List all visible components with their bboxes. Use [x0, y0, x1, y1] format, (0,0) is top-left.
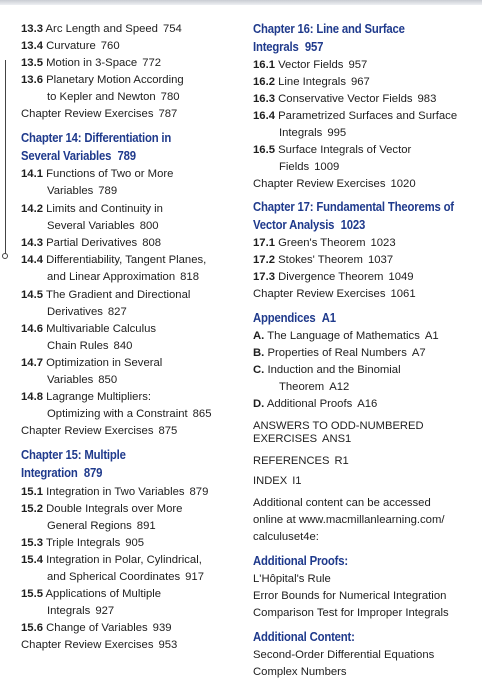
section-title: Planetary Motion According — [46, 74, 184, 86]
chapter-14-heading-line2[interactable] — [21, 149, 136, 164]
page-number: 957 — [348, 59, 368, 71]
page-number: A1 — [321, 311, 336, 325]
page-number: 789 — [117, 149, 136, 163]
toc-entry-13-3[interactable] — [21, 22, 182, 36]
toc-entry-15-4-cont[interactable] — [47, 570, 204, 584]
section-title-cont: General Regions — [47, 520, 132, 532]
toc-entry-17-3[interactable] — [253, 270, 414, 284]
appendix-title: Additional Proofs — [266, 398, 353, 410]
page-number: 808 — [142, 237, 162, 249]
answers-line1[interactable]: ANSWERS TO ODD-NUMBERED — [253, 420, 424, 432]
additional-note-line3[interactable]: calculuset4e: — [253, 531, 319, 543]
section-number: 17.3 — [253, 271, 275, 283]
section-number: 14.5 — [21, 289, 43, 301]
page-number: 1023 — [340, 218, 366, 232]
appendix-d[interactable] — [253, 397, 377, 411]
proof-item[interactable]: Comparison Test for Improper Integrals — [253, 607, 449, 619]
section-title: Lagrange Multipliers: — [46, 391, 152, 403]
toc-entry-15-1[interactable] — [21, 485, 208, 499]
review-title: Chapter Review Exercises — [21, 425, 154, 437]
appendix-letter: B. — [253, 347, 265, 359]
section-title: Surface Integrals of Vector — [278, 144, 412, 156]
toc-chapter-15-review[interactable] — [21, 638, 177, 652]
toc-entry-13-6[interactable] — [21, 73, 184, 87]
page-number: A16 — [357, 398, 378, 410]
chapter-15-heading-line2[interactable] — [21, 466, 102, 481]
section-number: 16.1 — [253, 59, 275, 71]
section-number: 16.2 — [253, 76, 275, 88]
section-number: 14.8 — [21, 391, 43, 403]
chapter-14-heading-line1[interactable]: Chapter 14: Differentiation in — [21, 131, 172, 145]
appendix-letter: A. — [253, 330, 265, 342]
chapter-17-heading-line2[interactable] — [253, 218, 365, 233]
page-number: 840 — [113, 340, 133, 352]
toc-entry-14-2-cont[interactable] — [47, 219, 159, 233]
page-number: 875 — [158, 425, 178, 437]
section-number: 15.1 — [21, 486, 43, 498]
page-number: 827 — [107, 306, 127, 318]
appendix-c-cont[interactable] — [279, 380, 349, 394]
chapter-title-cont: Several Variables — [21, 149, 112, 163]
page-top-edge — [0, 0, 482, 5]
page-number: 1023 — [370, 237, 396, 249]
section-number: 13.5 — [21, 57, 43, 69]
toc-entry-15-2-cont[interactable] — [47, 519, 156, 533]
chapter-title-cont: Integration — [21, 466, 78, 480]
section-number: 15.4 — [21, 554, 43, 566]
page-number: 953 — [158, 639, 178, 651]
page-number: 787 — [158, 108, 178, 120]
toc-entry-15-5[interactable] — [21, 587, 161, 601]
toc-entry-17-1[interactable] — [253, 236, 396, 250]
section-title: Divergence Theorem — [278, 271, 384, 283]
chapter-16-heading-line1[interactable]: Chapter 16: Line and Surface — [253, 22, 405, 36]
page-number: 983 — [417, 93, 437, 105]
page-number: 789 — [98, 185, 118, 197]
margin-bracket-circle-icon — [2, 253, 8, 259]
toc-entry-16-4-cont[interactable] — [279, 126, 346, 140]
page-number: 754 — [162, 23, 182, 35]
page-number: I1 — [292, 475, 302, 487]
page-number: 850 — [98, 374, 118, 386]
content-item[interactable]: Second-Order Differential Equations — [253, 649, 435, 661]
section-number: 14.6 — [21, 323, 43, 335]
proof-item[interactable]: Error Bounds for Numerical Integration — [253, 590, 447, 602]
page-number: 995 — [327, 127, 347, 139]
content-item[interactable]: Complex Numbers — [253, 666, 347, 678]
toc-entry-15-4[interactable] — [21, 553, 202, 567]
section-number: 16.4 — [253, 110, 275, 122]
section-title-cont: Optimizing with a Constraint — [47, 408, 188, 420]
toc-entry-14-8-cont[interactable] — [47, 407, 212, 421]
page-number: 1061 — [390, 288, 416, 300]
section-title: Partial Derivatives — [46, 237, 138, 249]
section-title: Vector Fields — [278, 59, 344, 71]
toc-entry-13-4[interactable] — [21, 39, 120, 53]
toc-entry-14-8[interactable] — [21, 390, 151, 404]
margin-bracket-line — [5, 60, 6, 256]
section-number: 16.3 — [253, 93, 275, 105]
review-title: Chapter Review Exercises — [253, 288, 386, 300]
section-title: Motion in 3-Space — [46, 57, 138, 69]
index-entry[interactable] — [253, 475, 302, 488]
section-title: Conservative Vector Fields — [278, 93, 413, 105]
toc-entry-14-5[interactable] — [21, 288, 190, 302]
page-number: 800 — [139, 220, 159, 232]
toc-entry-14-1[interactable] — [21, 167, 173, 181]
toc-entry-13-5[interactable] — [21, 56, 161, 70]
toc-entry-14-1-cont[interactable] — [47, 184, 117, 198]
section-title-cont: Variables — [47, 185, 94, 197]
review-title: Chapter Review Exercises — [253, 178, 386, 190]
page-number: 879 — [189, 486, 209, 498]
page-number: 967 — [350, 76, 370, 88]
page-number: R1 — [334, 455, 349, 467]
section-title: Integration in Two Variables — [46, 486, 185, 498]
page-number: 772 — [142, 57, 162, 69]
toc-entry-16-1[interactable] — [253, 58, 367, 72]
review-title: Chapter Review Exercises — [21, 639, 154, 651]
section-title: Optimization in Several — [46, 357, 163, 369]
toc-entry-16-4[interactable] — [253, 109, 457, 123]
toc-chapter-16-review[interactable] — [253, 177, 416, 191]
appendix-a[interactable] — [253, 329, 439, 343]
appendix-b[interactable] — [253, 346, 426, 360]
chapter-15-heading-line1[interactable]: Chapter 15: Multiple — [21, 448, 126, 462]
toc-entry-15-3[interactable] — [21, 536, 144, 550]
chapter-title-cont: Vector Analysis — [253, 218, 335, 232]
section-title-cont: and Linear Approximation — [47, 271, 176, 283]
answers-line2[interactable] — [253, 433, 351, 446]
page-number: 818 — [180, 271, 199, 283]
page-number: 917 — [185, 571, 204, 583]
section-title: Multivariable Calculus — [46, 323, 157, 335]
toc-entry-16-5-cont[interactable] — [279, 160, 339, 174]
additional-content-heading: Additional Content: — [253, 630, 355, 644]
section-title: Stokes' Theorem — [278, 254, 363, 266]
page-number: 1009 — [314, 161, 340, 173]
page-number: 957 — [304, 40, 324, 54]
toc-entry-14-6[interactable] — [21, 322, 156, 336]
section-title: Curvature — [46, 40, 96, 52]
page-number: ANS1 — [322, 433, 352, 445]
page-number: 1020 — [390, 178, 416, 190]
appendix-title: The Language of Mathematics — [267, 330, 420, 342]
section-title-cont: Fields — [279, 161, 310, 173]
section-number: 15.2 — [21, 503, 43, 515]
section-title-cont: Variables — [47, 374, 94, 386]
section-title: Limits and Continuity in — [46, 203, 163, 215]
toc-entry-16-3[interactable] — [253, 92, 436, 106]
section-title: Parametrized Surfaces and Surface — [278, 110, 458, 122]
toc-entry-14-7[interactable] — [21, 356, 162, 370]
section-number: 13.6 — [21, 74, 43, 86]
section-title: Triple Integrals — [45, 537, 121, 549]
section-title-cont: Several Variables — [47, 220, 135, 232]
answers-title-cont: EXERCISES — [253, 433, 318, 445]
section-number: 14.3 — [21, 237, 43, 249]
section-number: 17.2 — [253, 254, 275, 266]
chapter-17-heading-line1[interactable]: Chapter 17: Fundamental Theorems of — [253, 200, 454, 214]
section-title-cont: Integrals — [279, 127, 323, 139]
section-title-cont: Derivatives — [47, 306, 103, 318]
toc-entry-13-6-cont[interactable] — [47, 90, 180, 104]
page-number: A12 — [329, 381, 350, 393]
chapter-16-heading-line2[interactable] — [253, 40, 323, 55]
page-number: 905 — [125, 537, 145, 549]
section-number: 17.1 — [253, 237, 275, 249]
section-number: 15.5 — [21, 588, 43, 600]
section-title-cont: Chain Rules — [47, 340, 109, 352]
section-number: 13.3 — [21, 23, 43, 35]
appendix-letter: C. — [253, 364, 265, 376]
section-title-cont: and Spherical Coordinates — [47, 571, 181, 583]
toc-entry-14-6-cont[interactable] — [47, 339, 132, 353]
appendix-title: Induction and the Binomial — [267, 364, 401, 376]
section-title-cont: to Kepler and Newton — [47, 91, 156, 103]
appendices-heading[interactable] — [253, 311, 336, 326]
page-number: 780 — [160, 91, 180, 103]
page-number: 1037 — [367, 254, 394, 266]
toc-entry-15-5-cont[interactable] — [47, 604, 114, 618]
page-number: 879 — [83, 466, 103, 480]
page-number: 760 — [100, 40, 120, 52]
page-number: A1 — [424, 330, 439, 342]
section-title-cont: Integrals — [47, 605, 91, 617]
toc-entry-16-5[interactable] — [253, 143, 411, 157]
toc-entry-15-2[interactable] — [21, 502, 182, 516]
section-number: 14.4 — [21, 254, 43, 266]
toc-entry-14-4-cont[interactable] — [47, 270, 199, 284]
review-title: Chapter Review Exercises — [21, 108, 154, 120]
references-entry[interactable] — [253, 455, 349, 468]
additional-proofs-heading: Additional Proofs: — [253, 554, 348, 568]
appendix-c[interactable] — [253, 363, 401, 377]
toc-entry-15-6[interactable] — [21, 621, 172, 635]
section-number: 14.1 — [21, 168, 43, 180]
toc-entry-14-7-cont[interactable] — [47, 373, 117, 387]
section-title: Applications of Multiple — [45, 588, 162, 600]
additional-note-line1: Additional content can be accessed — [253, 497, 431, 509]
section-title: Integration in Polar, Cylindrical, — [46, 554, 202, 566]
page-number: A7 — [411, 347, 426, 359]
section-title: Arc Length and Speed — [45, 23, 158, 35]
section-number: 14.2 — [21, 203, 43, 215]
appendix-title: Properties of Real Numbers — [267, 347, 407, 359]
section-title: Functions of Two or More — [46, 168, 174, 180]
toc-entry-14-5-cont[interactable] — [47, 305, 127, 319]
references-title: REFERENCES — [253, 455, 330, 467]
section-title: Line Integrals — [278, 76, 346, 88]
toc-chapter-13-review[interactable] — [21, 107, 177, 121]
toc-chapter-14-review[interactable] — [21, 424, 177, 438]
section-number: 15.3 — [21, 537, 43, 549]
toc-entry-17-2[interactable] — [253, 253, 393, 267]
section-number: 14.7 — [21, 357, 43, 369]
appendix-title-cont: Theorem — [279, 381, 325, 393]
appendices-title: Appendices — [253, 311, 316, 325]
page-number: 1049 — [388, 271, 414, 283]
appendix-letter: D. — [253, 398, 265, 410]
toc-chapter-17-review[interactable] — [253, 287, 416, 301]
section-title: Double Integrals over More — [46, 503, 183, 515]
section-title: Change of Variables — [46, 622, 148, 634]
section-number: 16.5 — [253, 144, 275, 156]
toc-entry-16-2[interactable] — [253, 75, 370, 89]
section-number: 15.6 — [21, 622, 43, 634]
section-title: Differentiability, Tangent Planes, — [46, 254, 207, 266]
additional-note-line2[interactable]: online at www.macmillanlearning.com/ — [253, 514, 445, 526]
toc-entry-14-4[interactable] — [21, 253, 206, 267]
section-number: 13.4 — [21, 40, 43, 52]
page-number: 891 — [136, 520, 156, 532]
section-title: Green's Theorem — [278, 237, 366, 249]
page-number: 865 — [192, 408, 212, 420]
chapter-title-cont: Integrals — [253, 40, 299, 54]
page-number: 939 — [152, 622, 172, 634]
proof-item[interactable]: L'Hôpital's Rule — [253, 573, 331, 585]
page-number: 927 — [95, 605, 115, 617]
section-title: The Gradient and Directional — [45, 289, 191, 301]
index-title: INDEX — [253, 475, 288, 487]
toc-entry-14-2[interactable] — [21, 202, 163, 216]
toc-entry-14-3[interactable] — [21, 236, 161, 250]
